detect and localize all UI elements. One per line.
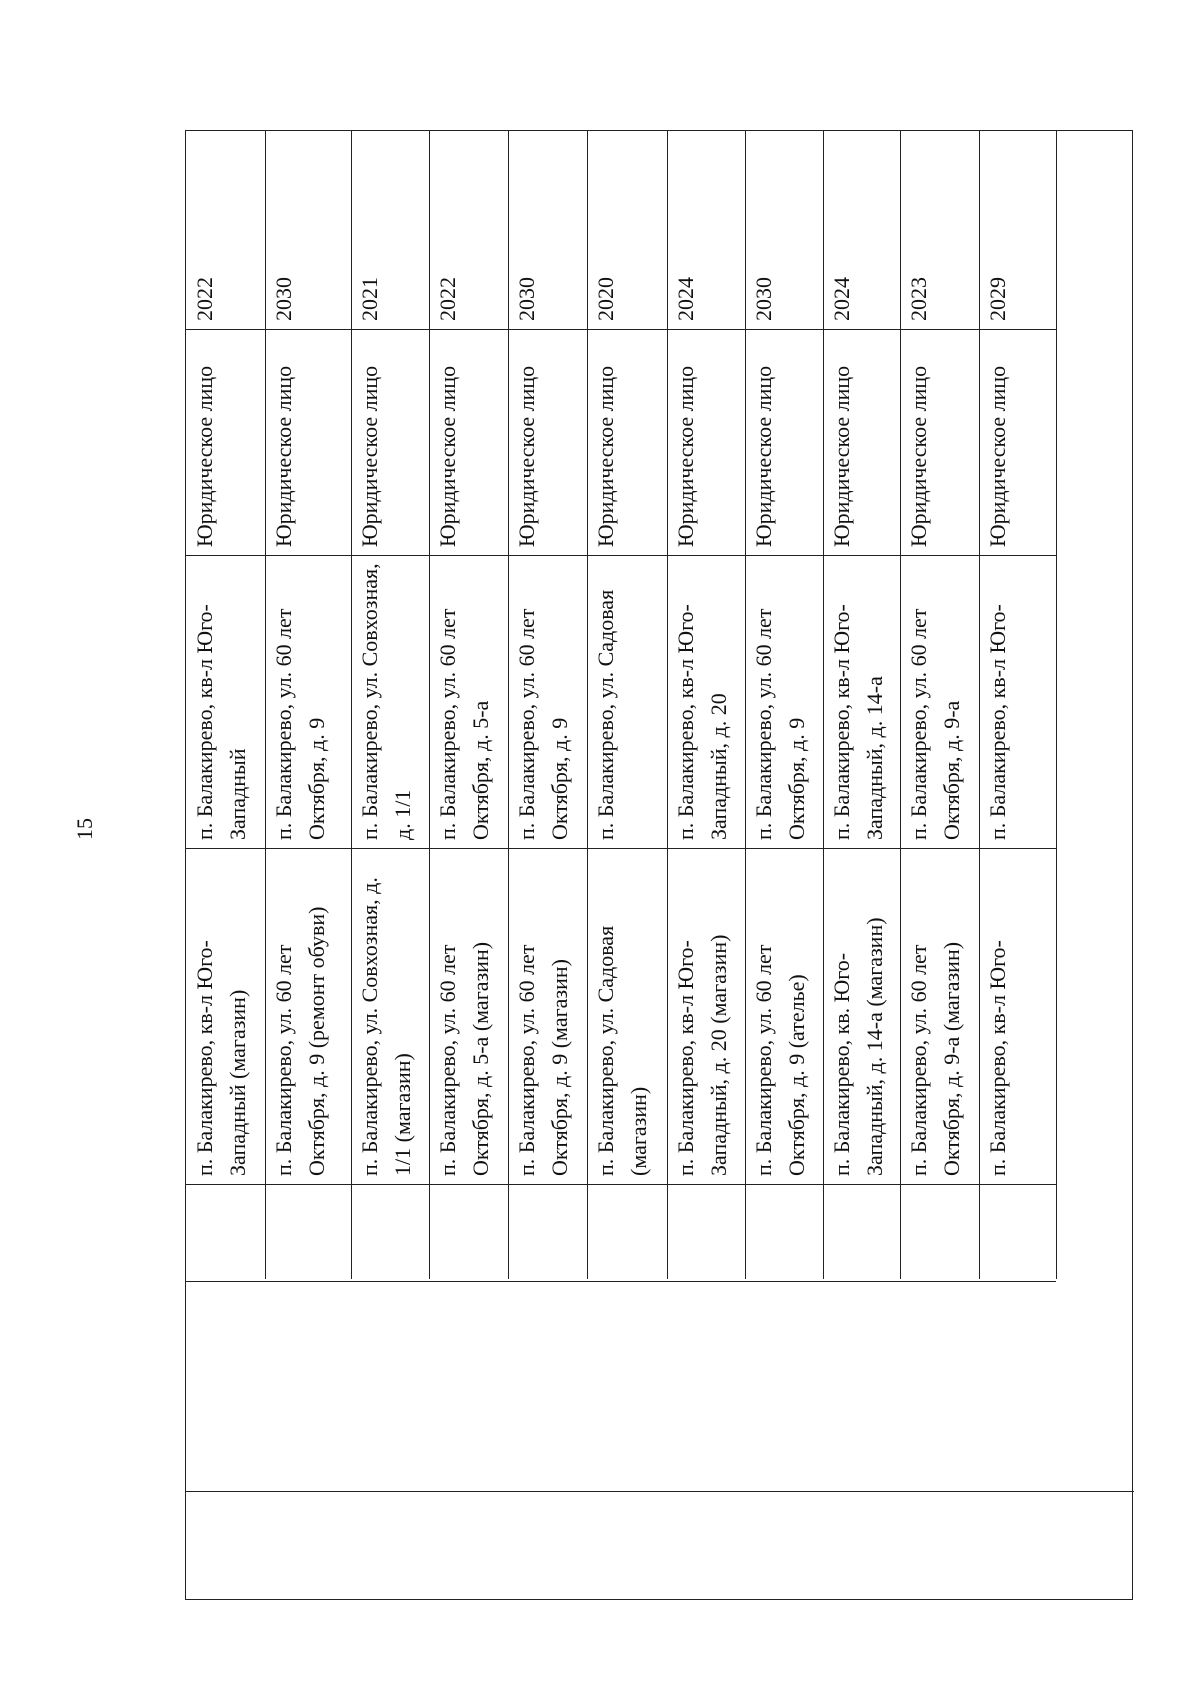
- table-cell-owner: Юридическое лицо: [593, 365, 618, 547]
- table-cell-object: п. Балакирево, кв-л Юго-: [985, 940, 1010, 1176]
- table-cell-address: п. Балакирево, кв-л Юго-Западный, д. 14-а: [829, 604, 887, 840]
- table-cell-address: п. Балакирево, ул. Совхозная, д. 1/1: [357, 563, 415, 840]
- table-cell-object: п. Балакирево, кв-л Юго-Западный, д. 20 (магазин): [673, 934, 731, 1176]
- table-cell-object: п. Балакирево, кв. Юго-Западный, д. 14-а (магазин): [829, 917, 887, 1176]
- table-cell-object: п. Балакирево, ул. 60 лет Октября, д. 9 (ателье): [751, 944, 809, 1176]
- rotated-table: [185, 130, 1133, 1600]
- table-cell-year: 2023: [906, 277, 931, 321]
- table-cell-object: п. Балакирево, ул. Садовая (магазин): [593, 925, 651, 1176]
- table-cell-year: 2030: [271, 277, 296, 321]
- table-cell-address: п. Балакирево, ул. 60 лет Октября, д. 9: [271, 608, 329, 840]
- table-cell-year: 2029: [985, 277, 1010, 321]
- table-cell-address: п. Балакирево, кв-л Юго-Западный, д. 20: [673, 604, 731, 840]
- table-cell-object: п. Балакирево, кв-л Юго-Западный (магазин): [192, 940, 250, 1176]
- table-cell-owner: Юридическое лицо: [829, 365, 854, 547]
- table-cell-address: п. Балакирево, кв-л Юго-: [985, 604, 1010, 840]
- table-cell-owner: Юридическое лицо: [192, 365, 217, 547]
- table-cell-address: п. Балакирево, ул. 60 лет Октября, д. 9: [751, 608, 809, 840]
- table-cell-object: п. Балакирево, ул. 60 лет Октября, д. 9 (магазин): [514, 944, 572, 1176]
- table-cell-year: 2024: [829, 277, 854, 321]
- table-cell-owner: Юридическое лицо: [673, 365, 698, 547]
- table-cell-owner: Юридическое лицо: [271, 365, 296, 547]
- page-number: 15: [72, 818, 97, 840]
- table-cell-address: п. Балакирево, кв-л Юго-Западный: [192, 604, 250, 840]
- table-cell-address: п. Балакирево, ул. 60 лет Октября, д. 9: [514, 608, 572, 840]
- column-divider: [186, 1491, 1134, 1492]
- table-cell-year: 2030: [751, 277, 776, 321]
- table-cell-object: п. Балакирево, ул. Совхозная, д. 1/1 (магазин): [357, 877, 415, 1176]
- table-cell-year: 2024: [673, 277, 698, 321]
- table-cell-owner: Юридическое лицо: [906, 365, 931, 547]
- table-cell-year: 2021: [357, 277, 382, 321]
- table-cell-year: 2030: [514, 277, 539, 321]
- table-cell-object: п. Балакирево, ул. 60 лет Октября, д. 9-а (магазин): [906, 941, 964, 1176]
- column-divider: [186, 1281, 1056, 1282]
- table-cell-owner: Юридическое лицо: [357, 365, 382, 547]
- table-cell-address: п. Балакирево, ул. 60 лет Октября, д. 5-а: [435, 608, 493, 840]
- table-cell-owner: Юридическое лицо: [751, 365, 776, 547]
- table-cell-year: 2020: [593, 277, 618, 321]
- table-cell-address: п. Балакирево, ул. 60 лет Октября, д. 9-а: [906, 608, 964, 840]
- table-cell-owner: Юридическое лицо: [435, 365, 460, 547]
- table-cell-year: 2022: [435, 277, 460, 321]
- table-cell-year: 2022: [192, 277, 217, 321]
- table-cell-owner: Юридическое лицо: [514, 365, 539, 547]
- column-divider: [186, 1184, 1056, 1185]
- table-cell-object: п. Балакирево, ул. 60 лет Октября, д. 9 (ремонт обуви): [271, 906, 329, 1176]
- row-divider: [1056, 131, 1057, 1279]
- table-cell-owner: Юридическое лицо: [985, 365, 1010, 547]
- table-cell-address: п. Балакирево, ул. Садовая: [593, 589, 618, 840]
- table-cell-object: п. Балакирево, ул. 60 лет Октября, д. 5-а (магазин): [435, 941, 493, 1176]
